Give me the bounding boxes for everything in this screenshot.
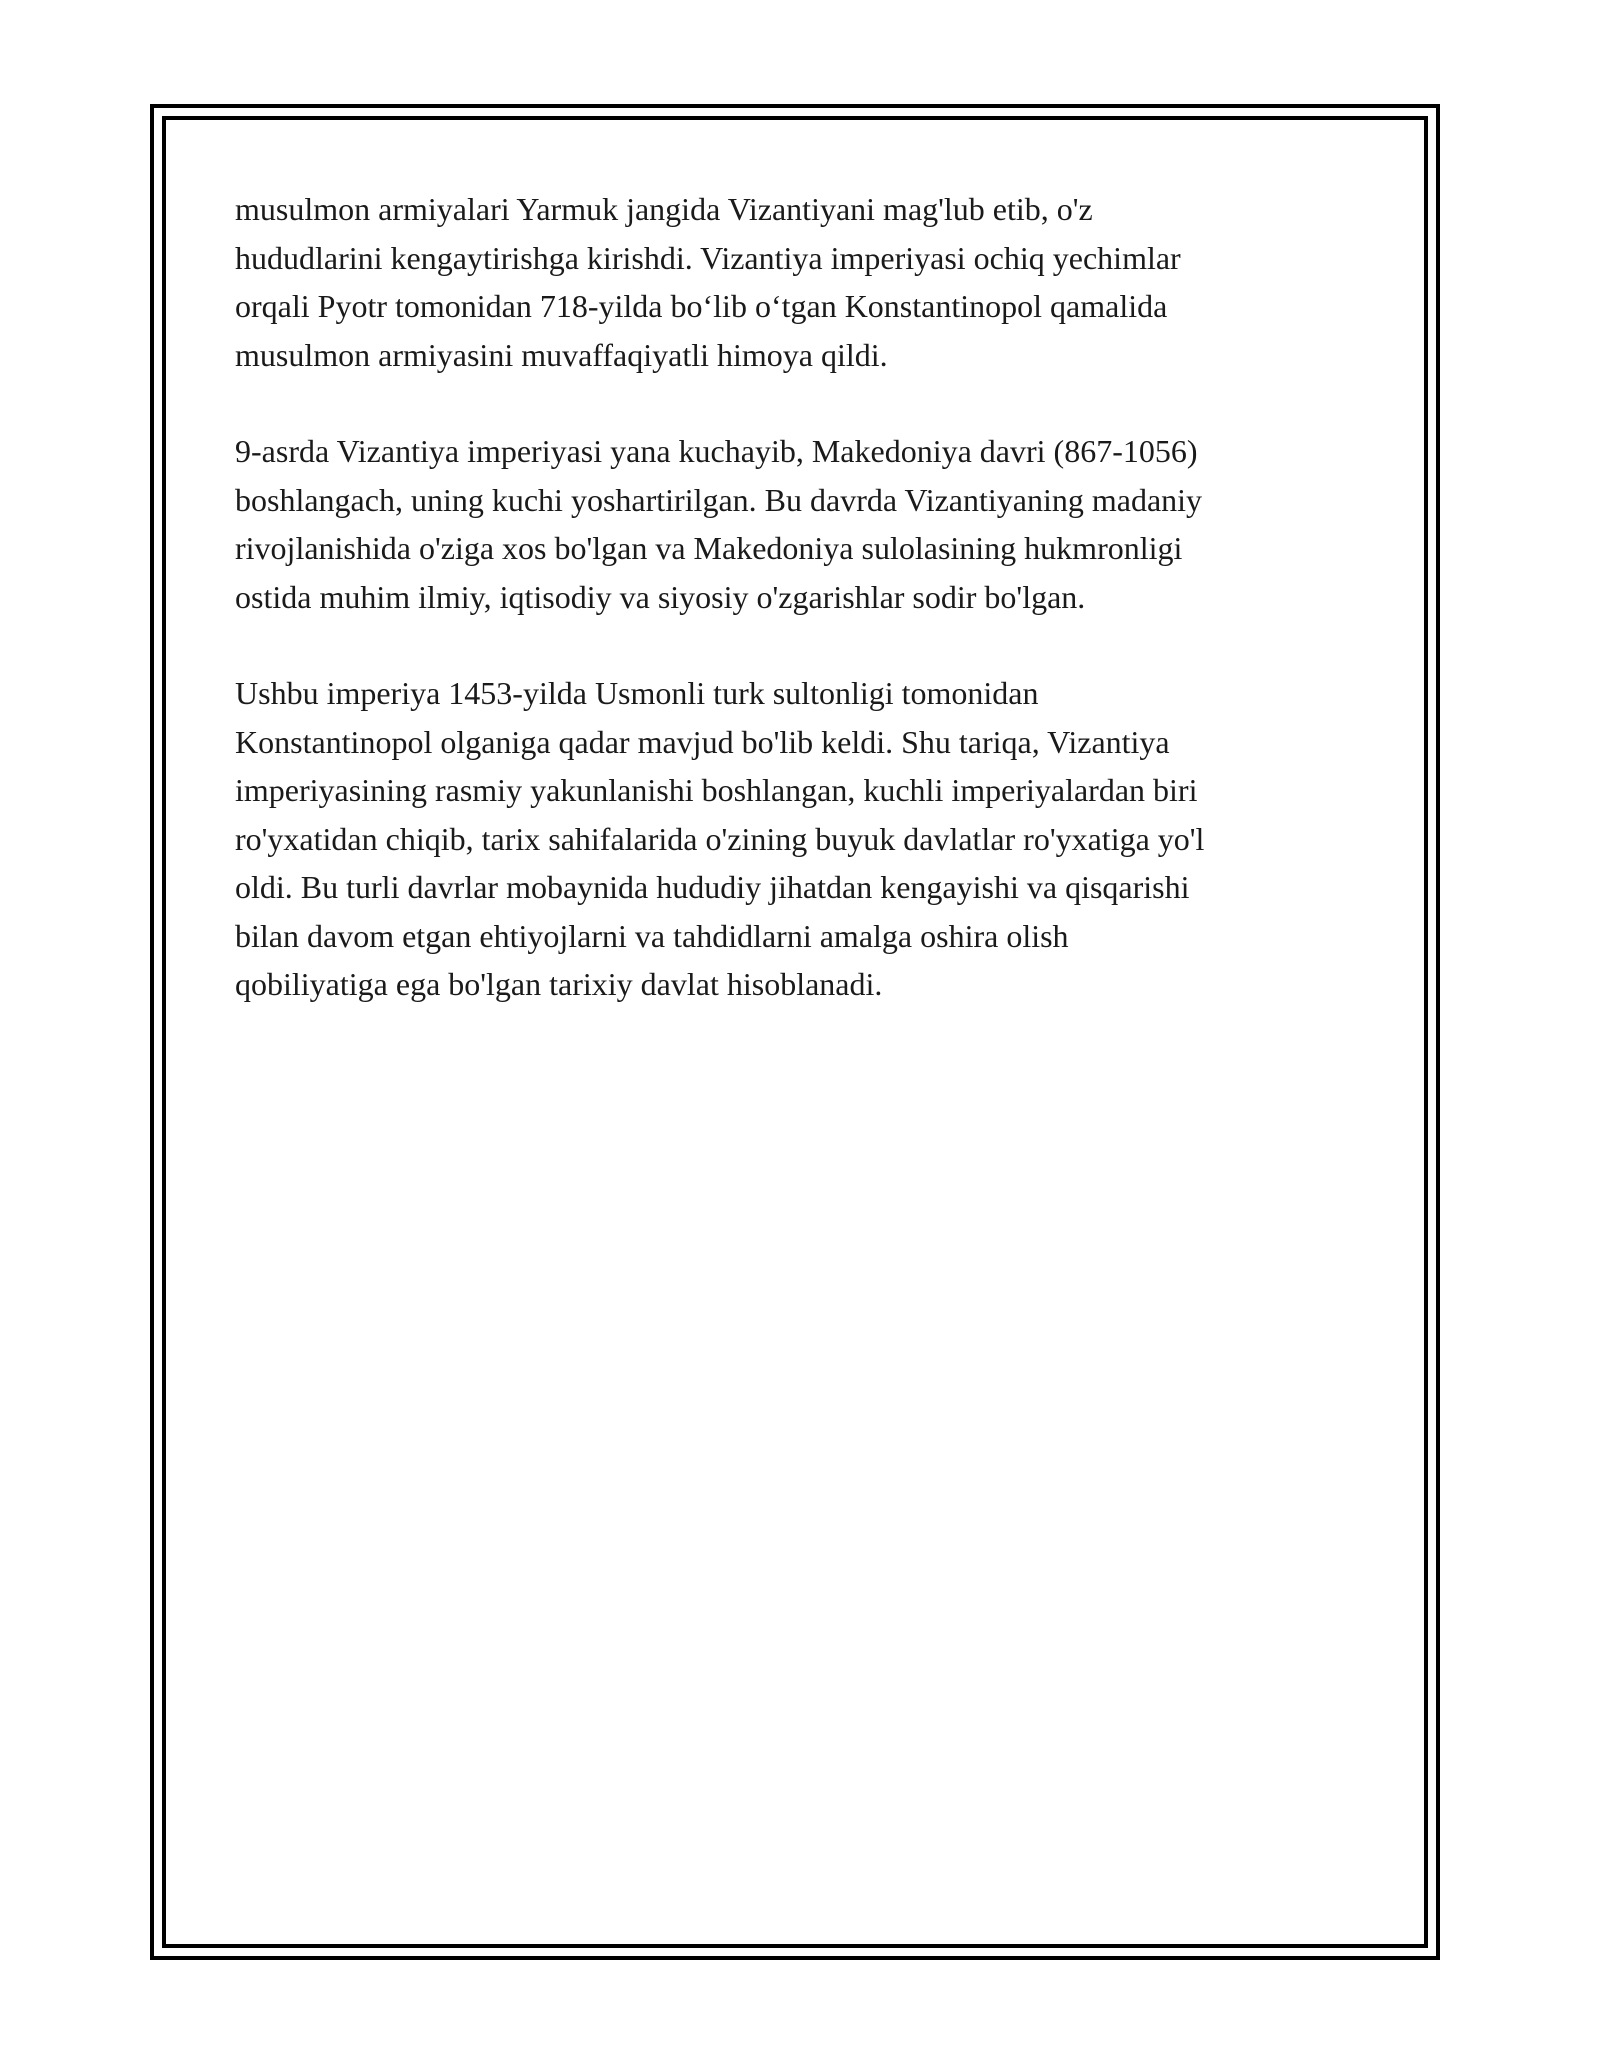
text-line: bilan davom etgan ehtiyojlarni va tahdidlarni amalga oshira olish [235,917,1069,954]
text-line: qobiliyatiga ega bo'lgan tarixiy davlat hisoblanadi. [235,966,883,1002]
text-line: rivojlanishida o'ziga xos bo'lgan va Makedoniya sulolasining hukmronligi [235,530,1183,566]
paragraph-3 [235,669,1365,1009]
text-line: hududlarini kengaytirishga kirishdi. Vizantiya imperiyasi ochiq yechimlar [235,239,1181,276]
document-body [235,185,1365,1057]
text-line: Ushbu imperiya 1453-yilda Usmonli turk sultonligi tomonidan [235,675,1039,711]
paragraph-1 [235,185,1365,379]
text-line: Konstantinopol olganiga qadar mavjud bo'lib keldi. Shu tariqa, Vizantiya [235,723,1170,760]
text-line: 9-asrda Vizantiya imperiyasi yana kuchayib, Makedoniya davri (867-1056) [235,433,1198,469]
text-line: oldi. Bu turli davrlar mobaynida hududiy jihatdan kengayishi va qisqarishi [235,869,1190,905]
text-line: boshlangach, uning kuchi yoshartirilgan. Bu davrda Vizantiyaning madaniy [235,481,1203,518]
text-line: ostida muhim ilmiy, iqtisodiy va siyosiy o'zgarishlar sodir bo'lgan. [235,578,1086,615]
text-line: imperiyasining rasmiy yakunlanishi boshlangan, kuchli imperiyalardan biri [235,772,1198,808]
text-line: musulmon armiyasini muvaffaqiyatli himoya qildi. [235,336,888,373]
text-line: ro'yxatidan chiqib, tarix sahifalarida o'zining buyuk davlatlar ro'yxatiga yo'l [235,820,1205,857]
text-line: orqali Pyotr tomonidan 718-yilda bo‘lib o‘tgan Konstantinopol qamalida [235,288,1168,324]
paragraph-2 [235,427,1365,621]
text-line: musulmon armiyalari Yarmuk jangida Vizantiyani mag'lub etib, o'z [235,191,1093,227]
